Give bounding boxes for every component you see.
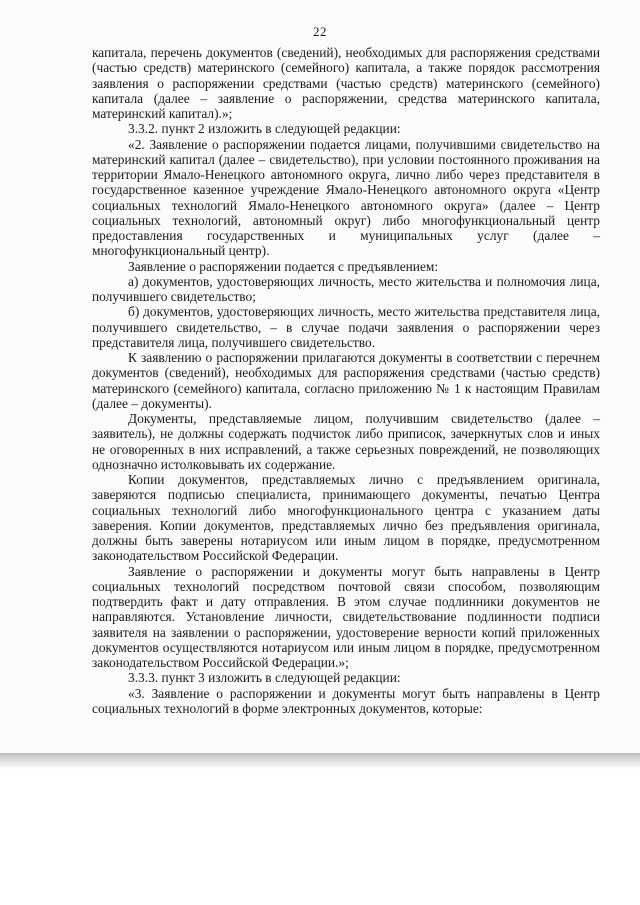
paragraph: б) документов, удостоверяющих личность, место жительства представителя лица, получившего свидетельство, – в случае подачи заявления о распоряжении через представителя лица, получившего свидетельство. <box>92 304 600 350</box>
paragraph: Заявление о распоряжении и документы могут быть направлены в Центр социальных технологий посредством почтовой связи способом, позволяющим подтвердить факт и дату отправления. В этом случае подлинники документов не направляются. Установление личности, свидетельствование подлинности подписи заявителя на заявлении о распоряжении, удостоверение верности копий приложенных документов осуществляются нотариусом или иным лицом в порядке, предусмотренном законодательством Российской Федерации.»; <box>92 563 600 670</box>
paragraph: 3.3.2. пункт 2 изложить в следующей редакции: <box>128 121 401 137</box>
paragraph: Документы, представляемые лицом, получившим свидетельство (далее – заявитель), не должны содержать подчисток либо приписок, зачеркнутых слов и иных не оговоренных в них исправлений, а также серьезных повреждений, не позволяющих однозначно истолковывать их содержание. <box>92 411 600 472</box>
paragraph: Заявление о распоряжении подается с предъявлением: <box>128 258 439 274</box>
paragraph: К заявлению о распоряжении прилагаются документы в соответствии с перечнем документов (сведений), необходимых для распоряжения средствами (частью средств) материнского (семейного) капитала, согласно приложению № 1 к настоящим Правилам (далее – документы). <box>92 350 600 411</box>
scan-shadow <box>0 753 640 769</box>
page-number: 22 <box>313 24 327 39</box>
paragraph: а) документов, удостоверяющих личность, место жительства и полномочия лица, получившего свидетельство; <box>92 273 600 304</box>
paragraph: Копии документов, представляемых лично с предъявлением оригинала, заверяются подписью специалиста, принимающего документы, печатью Центра социальных технологий либо многофункционального центра с указанием даты заверения. Копии документов, представляемых лично без предъявления оригинала, должны быть заверены нотариусом или иным лицом в порядке, предусмотренном законодательством Российской Федерации. <box>92 472 600 564</box>
paragraph: капитала, перечень документов (сведений), необходимых для распоряжения средствами (частью средств) материнского (семейного) капитала, а также порядок рассмотрения заявления о распоряжении средствами (частью средств) материнского (семейного) капитала (далее – заявление о распоряжении, средства материнского капитала, материнский капитал).»; <box>92 45 600 121</box>
paragraph: «3. Заявление о распоряжении и документы могут быть направлены в Центр социальных технологий в форме электронных документов, которые: <box>92 685 600 716</box>
paragraph: 3.3.3. пункт 3 изложить в следующей редакции: <box>128 670 401 686</box>
blank-area <box>0 769 640 905</box>
paragraph: «2. Заявление о распоряжении подается лицами, получившими свидетельство на материнский капитал (далее – свидетельство), при условии постоянного проживания на территории Ямало-Ненецкого автономного округа, лично либо через представителя в государственное казенное учреждение Ямало-Ненецкого автономного округа «Центр социальных технологий Ямало-Ненецкого автономного округа» (далее – Центр социальных технологий, автономный округ) либо многофункциональный центр предоставления государственных и муниципальных услуг (далее – многофункциональный центр). <box>92 136 600 259</box>
document-text <box>92 45 600 716</box>
